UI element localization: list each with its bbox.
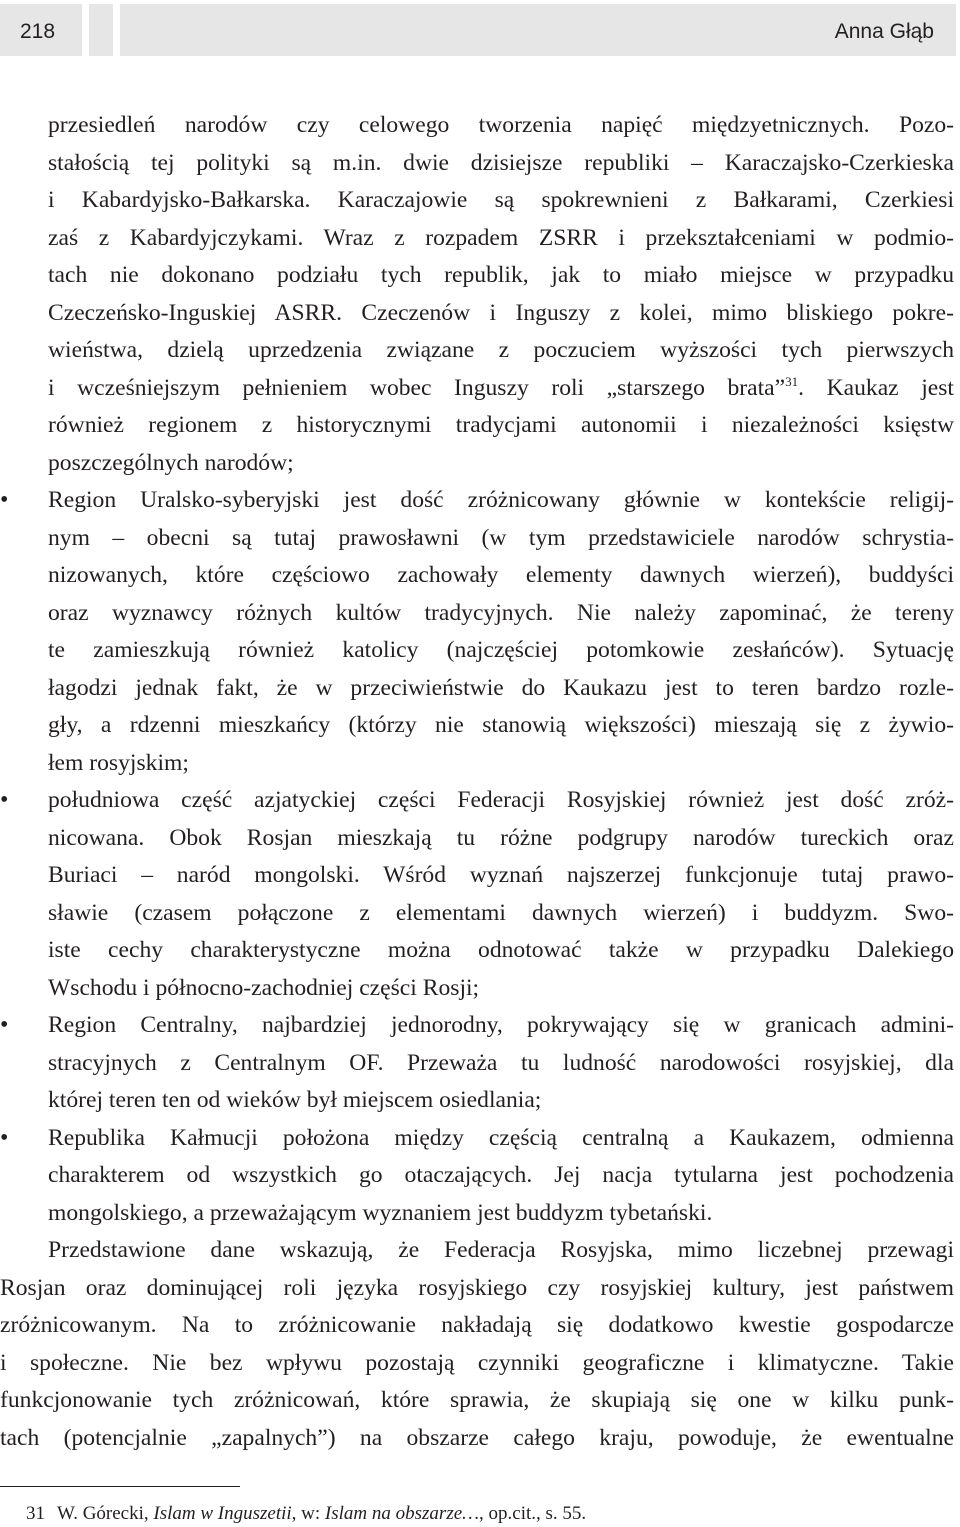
text-line-with-footnote bbox=[48, 370, 954, 408]
text-line: Buriaci – naród mongolski. Wśród wyznań najszerzej funkcjonuje tutaj prawo- bbox=[48, 862, 954, 888]
text-line: Czeczeńsko-Inguskiej ASRR. Czeczenów i Inguszy z kolei, mimo bliskiego pokre- bbox=[48, 299, 954, 326]
footnote-sep: , w: bbox=[291, 1503, 321, 1524]
footnote-title: Islam w Inguszetii bbox=[153, 1503, 292, 1524]
text-line: nicowana. Obok Rosjan mieszkają tu różne podgrupy narodów tureckich oraz bbox=[48, 824, 954, 851]
text-line: której teren ten od wieków był miejscem osiedlania; bbox=[48, 1087, 542, 1113]
text-line: wieństwa, dzielą uprzedzenia związane z poczuciem wyższości tych pierwszych bbox=[48, 337, 954, 363]
text-line: gły, a rdzenni mieszkańcy (którzy nie stanowią większości) mieszają się z żywio- bbox=[48, 712, 954, 738]
text-line: Region Centralny, najbardziej jednorodny, pokrywający się w granicach admini- bbox=[48, 1012, 954, 1038]
text-line: mongolskiego, a przeważającym wyznaniem jest buddyzm tybetański. bbox=[48, 1199, 713, 1226]
list-item-ural-siberia bbox=[0, 482, 960, 782]
text-line: nym – obecni są tutaj prawosławni (w tym przedstawiciele narodów schrystia- bbox=[48, 524, 954, 551]
text-line: stracyjnych z Centralnym OF. Przeważa tu ludność narodowości rosyjskiej, dla bbox=[48, 1049, 954, 1076]
text-line: łagodzi jednak fakt, że w przeciwieństwie do Kaukazu jest to teren bardzo rozle- bbox=[48, 674, 954, 701]
text-line: nizowanych, które częściowo zachowały elementy dawnych wierzeń), buddyści bbox=[48, 562, 954, 588]
text-line: i społeczne. Nie bez wpływu pozostają czynniki geograficzne i klimatyczne. Takie bbox=[0, 1349, 954, 1376]
bullet-icon: • bbox=[0, 487, 9, 513]
text-line: i Kabardyjsko-Bałkarska. Karaczajowie są spokrewnieni z Bałkarami, Czerkiesi bbox=[48, 187, 954, 213]
running-head-author: Anna Głąb bbox=[834, 20, 934, 43]
body-text bbox=[0, 107, 960, 1457]
text-line: południowa część azjatyckiej części Federacji Rosyjskiej również jest dość zróż- bbox=[48, 787, 954, 813]
running-header bbox=[0, 0, 960, 60]
page-number-box bbox=[0, 4, 82, 56]
text-line: poszczególnych narodów; bbox=[48, 449, 294, 476]
text-line: te zamieszkują również katolicy (najczęściej potomkowie zesłańców). Sytuację bbox=[48, 637, 954, 663]
page-number: 218 bbox=[20, 20, 56, 43]
footnote-tail: , op.cit., s. 55. bbox=[479, 1503, 587, 1524]
list-item-kalmykia bbox=[0, 1120, 960, 1233]
footnote-text bbox=[57, 1502, 586, 1526]
text-line: Rosjan oraz dominującej roli języka rosyjskiego czy rosyjskiej kultury, jest państwem bbox=[0, 1274, 954, 1301]
text-line: zróżnicowanym. Na to zróżnicowanie nakładają się dodatkowo kwestie gospodarcze bbox=[0, 1312, 954, 1338]
bullet-icon: • bbox=[0, 787, 9, 813]
footnote-divider bbox=[0, 1486, 240, 1487]
text-line: Wschodu i północno-zachodniej części Rosji; bbox=[48, 974, 480, 1001]
closing-paragraph bbox=[0, 1232, 960, 1457]
text-line: łem rosyjskim; bbox=[48, 749, 189, 776]
text-fragment: i wcześniejszym pełnieniem wobec Inguszy roli „starszego brata” bbox=[48, 374, 786, 401]
header-separator bbox=[89, 4, 113, 56]
bullet-icon: • bbox=[0, 1124, 9, 1151]
footnote-number: 31 bbox=[26, 1503, 45, 1524]
text-line: charakterem od wszystkich go otaczających. Jej nacja tytularna jest pochodzenia bbox=[48, 1162, 954, 1188]
list-item-south-asian-part bbox=[0, 782, 960, 1007]
regions-list bbox=[0, 482, 960, 1232]
text-line: przesiedleń narodów czy celowego tworzenia napięć międzyetnicznych. Pozo- bbox=[48, 112, 954, 138]
text-line: Region Uralsko-syberyjski jest dość zróżnicowany głównie w kontekście religij- bbox=[48, 487, 954, 513]
text-line: Republika Kałmucji położona między częścią centralną a Kaukazem, odmienna bbox=[48, 1124, 954, 1151]
text-line: funkcjonowanie tych zróżnicowań, które sprawia, że skupiają się one w kilku punk- bbox=[0, 1387, 954, 1413]
footnote-source: Islam na obszarze… bbox=[324, 1503, 480, 1524]
text-line: stałością tej polityki są m.in. dwie dzisiejsze republiki – Karaczajsko-Czerkieska bbox=[48, 149, 954, 176]
footnote-author: W. Górecki, bbox=[57, 1503, 149, 1524]
text-line: tach (potencjalnie „zapalnych”) na obszarze całego kraju, powoduje, że ewentualne bbox=[0, 1424, 954, 1451]
author-box bbox=[120, 4, 956, 56]
text-line: również regionem z historycznymi tradycjami autonomii i niezależności księstw bbox=[48, 412, 954, 438]
text-fragment: . Kaukaz jest bbox=[798, 374, 954, 401]
text-line: Przedstawione dane wskazują, że Federacja Rosyjska, mimo liczebnej przewagi bbox=[48, 1237, 954, 1263]
text-line: zaś z Kabardyjczykami. Wraz z rozpadem ZSRR i przekształceniami w podmio- bbox=[48, 224, 954, 251]
text-line: tach nie dokonano podziału tych republik, jak to miało miejsce w przypadku bbox=[48, 262, 954, 288]
text-line: oraz wyznawcy różnych kultów tradycyjnych. Nie należy zapominać, że tereny bbox=[48, 599, 954, 626]
bullet-icon: • bbox=[0, 1012, 9, 1038]
intro-paragraph bbox=[0, 107, 960, 482]
text-line: iste cechy charakterystyczne można odnotować także w przypadku Dalekiego bbox=[48, 937, 954, 963]
footnote-reference[interactable]: 31 bbox=[785, 373, 799, 389]
list-item-central-region bbox=[0, 1007, 960, 1120]
text-line: sławie (czasem połączone z elementami dawnych wierzeń) i buddyzm. Swo- bbox=[48, 899, 954, 926]
